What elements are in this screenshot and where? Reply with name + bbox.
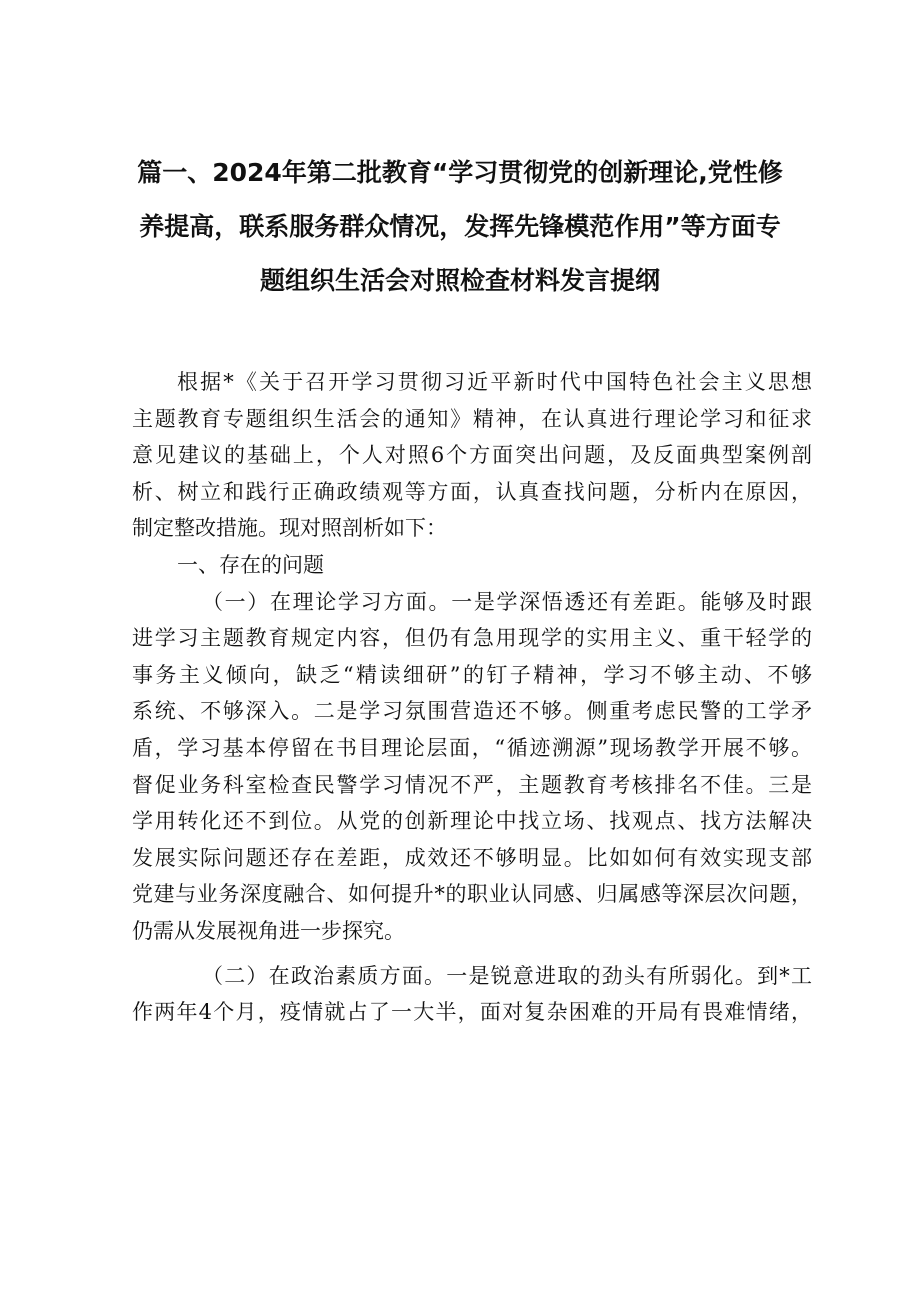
title-line: 篇一、2024年第二批教育“学习贯彻党的创新理论,党性修 (137, 158, 783, 187)
text-line: 督促业务科室检查民警学习情况不严，主题教育考核排名不佳。三是 (132, 772, 812, 797)
text-line: 仍需从发展视角进一步探究。 (132, 918, 405, 943)
text-line: 制定整改措施。现对照剖析如下： (132, 516, 447, 541)
document-body (132, 364, 812, 1031)
text-line: 党建与业务深度融合、如何提升*的职业认同感、归属感等深层次问题， (132, 882, 812, 907)
text-line: 根据*《关于召开学习贯彻习近平新时代中国特色社会主义思想 (177, 370, 812, 394)
section-heading: 一、存在的问题 (177, 552, 324, 577)
text-line: 进学习主题教育规定内容，但仍有急用现学的实用主义、重干轻学的 (132, 626, 812, 651)
title-line: 养提高，联系服务群众情况，发挥先锋模范作用”等方面专 (139, 212, 781, 241)
title-line: 题组织生活会对照检查材料发言提纲 (259, 266, 660, 295)
subsection-paragraph-1 (132, 584, 812, 950)
text-line: 作两年4个月，疫情就占了一大半，面对复杂困难的开局有畏难情绪， (132, 1000, 812, 1025)
text-line: 发展实际问题还存在差距，成效还不够明显。比如如何有效实现支部 (132, 845, 812, 870)
text-line: 盾，学习基本停留在书目理论层面，“循迹溯源”现场教学开展不够。 (132, 735, 812, 760)
intro-paragraph (132, 364, 812, 547)
text-line: 系统、不够深入。二是学习氛围营造还不够。侧重考虑民警的工学矛 (132, 699, 812, 724)
text-line: 意见建议的基础上，个人对照6个方面突出问题，及反面典型案例剖 (132, 443, 812, 468)
document-title (110, 146, 810, 308)
text-line: 事务主义倾向，缺乏“精读细研”的钉子精神，学习不够主动、不够 (132, 662, 812, 687)
text-line: 析、树立和践行正确政绩观等方面，认真查找问题，分析内在原因， (132, 479, 812, 504)
text-line: 学用转化还不到位。从党的创新理论中找立场、找观点、找方法解决 (132, 809, 812, 834)
text-line: 主题教育专题组织生活会的通知》精神，在认真进行理论学习和征求 (132, 406, 812, 431)
subsection-paragraph-2 (132, 958, 812, 1031)
paragraph-gap (132, 950, 812, 958)
text-line: （二）在政治素质方面。一是锐意进取的劲头有所弱化。到*工 (202, 963, 812, 988)
text-line: （一）在理论学习方面。一是学深悟透还有差距。能够及时跟 (202, 589, 812, 614)
